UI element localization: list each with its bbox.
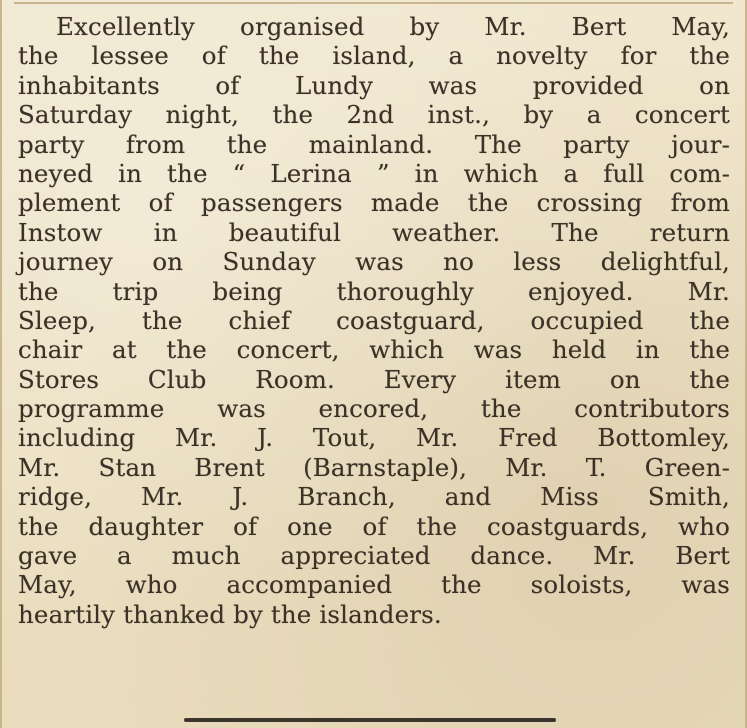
article-line: May, who accompanied the soloists, was (18, 570, 730, 600)
article-line: party from the mainland. The party jour- (18, 129, 730, 159)
article-line: heartily thanked by the islanders. (18, 599, 442, 629)
top-column-rule (14, 2, 733, 4)
article-line: inhabitants of Lundy was provided on (18, 70, 730, 100)
end-of-article-rule (184, 718, 556, 722)
article-line: the trip being thoroughly enjoyed. Mr. (18, 276, 730, 306)
article-line: the daughter of one of the coastguards, who (18, 511, 730, 541)
article-line: chair at the concert, which was held in the (18, 335, 730, 365)
article-line: neyed in the “ Lerina ” in which a full com- (18, 158, 730, 188)
article-line: ridge, Mr. J. Branch, and Miss Smith, (18, 482, 730, 512)
article-line: including Mr. J. Tout, Mr. Fred Bottomley, (18, 423, 730, 453)
article-line: Saturday night, the 2nd inst., by a concert (18, 100, 730, 130)
article-line: Excellently organised by Mr. Bert May, (56, 12, 730, 41)
article-line: Sleep, the chief coastguard, occupied the (18, 305, 730, 335)
article-line: the lessee of the island, a novelty for the (18, 41, 730, 71)
article-line: gave a much appreciated dance. Mr. Bert (18, 541, 730, 571)
article-line: Stores Club Room. Every item on the (18, 364, 730, 394)
article-text (18, 12, 730, 629)
article-line: journey on Sunday was no less delightful, (18, 247, 730, 277)
article-line: plement of passengers made the crossing from (18, 188, 730, 218)
article-line: Mr. Stan Brent (Barnstaple), Mr. T. Green- (18, 452, 730, 482)
article-line: programme was encored, the contributors (18, 394, 730, 424)
article-line: Instow in beautiful weather. The return (18, 217, 730, 247)
